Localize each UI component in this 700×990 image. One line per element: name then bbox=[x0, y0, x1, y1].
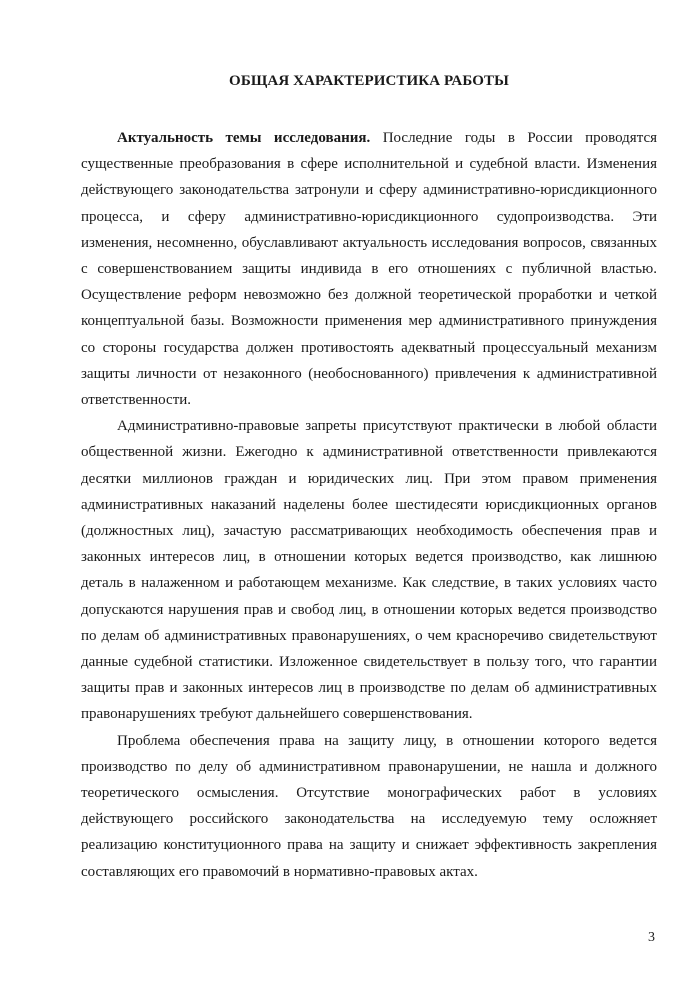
paragraph-text: Последние годы в России проводятся существенные преобразования в сфере исполнительной и судебной власти. Изменения действующего законодательства затронули и сферу административно-юрисдикционного процесса, и сферу административно-юрисдикционного судопроизводства. Эти изменения, несомненно, обуславливают актуальность исследования вопросов, связанных с совершенствованием защиты индивида в его отношениях с публичной властью. Осуществление реформ невозможно без должной теоретической проработки и четкой концептуальной базы. Возможности применения мер административного принуждения со стороны государства должен противостоять адекватный процессуальный механизм защиты личности от незаконного (необоснованного) привлечения к административной ответственности. bbox=[81, 130, 657, 409]
document-body bbox=[81, 125, 657, 885]
paragraph-prohibitions bbox=[81, 413, 657, 727]
paragraph-text: Проблема обеспечения права на защиту лицу, в отношении которого ведется производство по делу об административном правонарушении, не нашла и должного теоретического осмысления. Отсутствие монографических работ в условиях действующего российского законодательства на исследуемую тему осложняет реализацию конституционного права на защиту и снижает эффективность закрепления составляющих его правомочий в нормативно-правовых актах. bbox=[81, 732, 657, 880]
page-number: 3 bbox=[648, 930, 655, 945]
paragraph-lead-heading: Актуальность темы исследования. bbox=[117, 130, 371, 146]
document-title: ОБЩАЯ ХАРАКТЕРИСТИКА РАБОТЫ bbox=[229, 73, 509, 89]
paragraph-text: Административно-правовые запреты присутствуют практически в любой области общественной жизни. Ежегодно к административной ответственности привлекаются десятки миллионов граждан и юридических лиц. При этом правом применения административных наказаний наделены более шестидесяти юрисдикционных органов (должностных лиц), зачастую рассматривающих необходимость обеспечения прав и законных интересов лиц, в отношении которых ведется производство, как лишнюю деталь в налаженном и работающем механизме. Как следствие, в таких условиях часто допускаются нарушения прав и свобод лиц, в отношении которых ведется производство по делам об административных правонарушениях, о чем красноречиво свидетельствуют данные судебной статистики. Изложенное свидетельствует в пользу того, что гарантии защиты прав и законных интересов лиц в производстве по делам об административных правонарушениях требуют дальнейшего совершенствования. bbox=[81, 418, 657, 723]
paragraph-problem bbox=[81, 728, 657, 885]
paragraph-relevance bbox=[81, 125, 657, 413]
